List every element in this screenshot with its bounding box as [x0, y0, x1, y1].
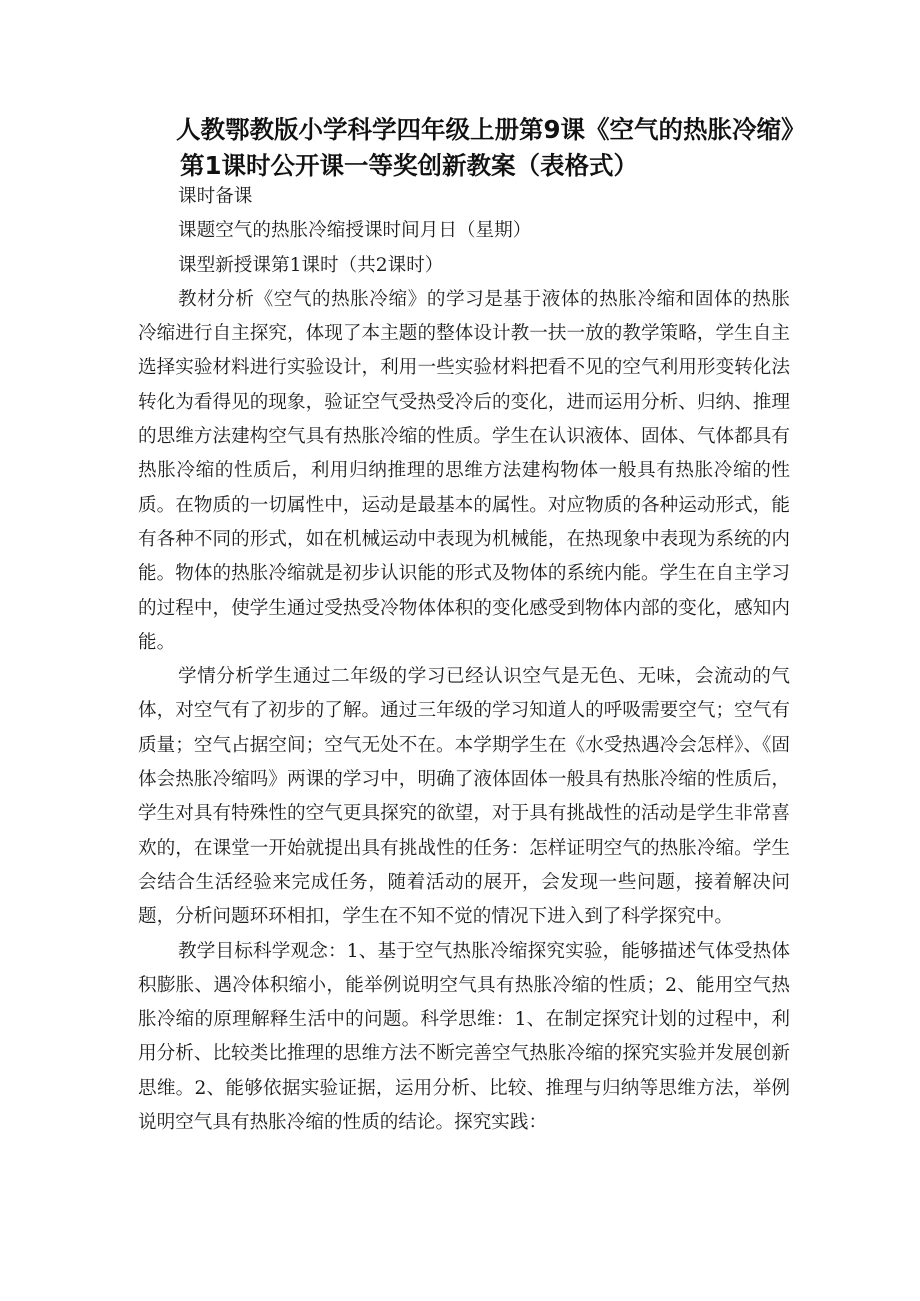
paragraph-teaching-goals: 教学目标科学观念：1、基于空气热胀冷缩探究实验，能够描述气体受热体积膨胀、遇冷体积缩小，能举例说明空气具有热胀冷缩的性质；2、能用空气热胀冷缩的原理解释生活中的问题。科学思维：1、在制定探究计划的过程中，利用分析、比较类比推理的思维方法不断完善空气热胀冷缩的探究实验并发展创新思维。2、能够依据实验证据，运用分析、比较、推理与归纳等思维方法，举例说明空气具有热胀冷缩的性质的结论。探究实践： — [138, 940, 790, 1134]
document-body — [138, 180, 790, 1140]
document-title — [176, 112, 856, 184]
title-line-2: 第1课时公开课一等奖创新教案（表格式） — [180, 151, 639, 180]
title-line-1: 人教鄂教版小学科学四年级上册第9课《空气的热胀冷缩》 — [176, 115, 806, 144]
meta-lesson-prep: 课时备课 — [178, 186, 253, 207]
meta-lesson-type: 课型新授课第1课时（共2课时） — [178, 254, 444, 276]
paragraph-textbook-analysis: 教材分析《空气的热胀冷缩》的学习是基于液体的热胀冷缩和固体的热胀冷缩进行自主探究，体现了本主题的整体设计教一扶一放的教学策略，学生自主选择实验材料进行实验设计，利用一些实验材料把看不见的空气利用形变转化法转化为看得见的现象，验证空气受热受冷后的变化，进而运用分析、归纳、推理的思维方法建构空气具有热胀冷缩的性质。学生在认识液体、固体、气体都具有热胀冷缩的性质后，利用归纳推理的思维方法建构物体一般具有热胀冷缩的性质。在物质的一切属性中，运动是最基本的属性。对应物质的各种运动形式，能有各种不同的形式，如在机械运动中表现为机械能，在热现象中表现为系统的内能。物体的热胀冷缩就是初步认识能的形式及物体的系统内能。学生在自主学习的过程中，使学生通过受热受冷物体体积的变化感受到物体内部的变化，感知内能。 — [138, 288, 790, 653]
paragraph-student-analysis: 学情分析学生通过二年级的学习已经认识空气是无色、无味，会流动的气体，对空气有了初步的了解。通过三年级的学习知道人的呼吸需要空气；空气有质量；空气占据空间；空气无处不在。本学期学生在《水受热遇冷会怎样》、《固体会热胀冷缩吗》两课的学习中，明确了液体固体一般具有热胀冷缩的性质后，学生对具有特殊性的空气更具探究的欲望，对于具有挑战性的活动是学生非常喜欢的，在课堂一开始就提出具有挑战性的任务：怎样证明空气的热胀冷缩。学生会结合生活经验来完成任务，随着活动的展开，会发现一些问题，接着解决问题，分析问题环环相扣，学生在不知不觉的情况下进入到了科学探究中。 — [138, 666, 790, 928]
meta-topic: 课题空气的热胀冷缩授课时间月日（星期） — [178, 220, 532, 242]
